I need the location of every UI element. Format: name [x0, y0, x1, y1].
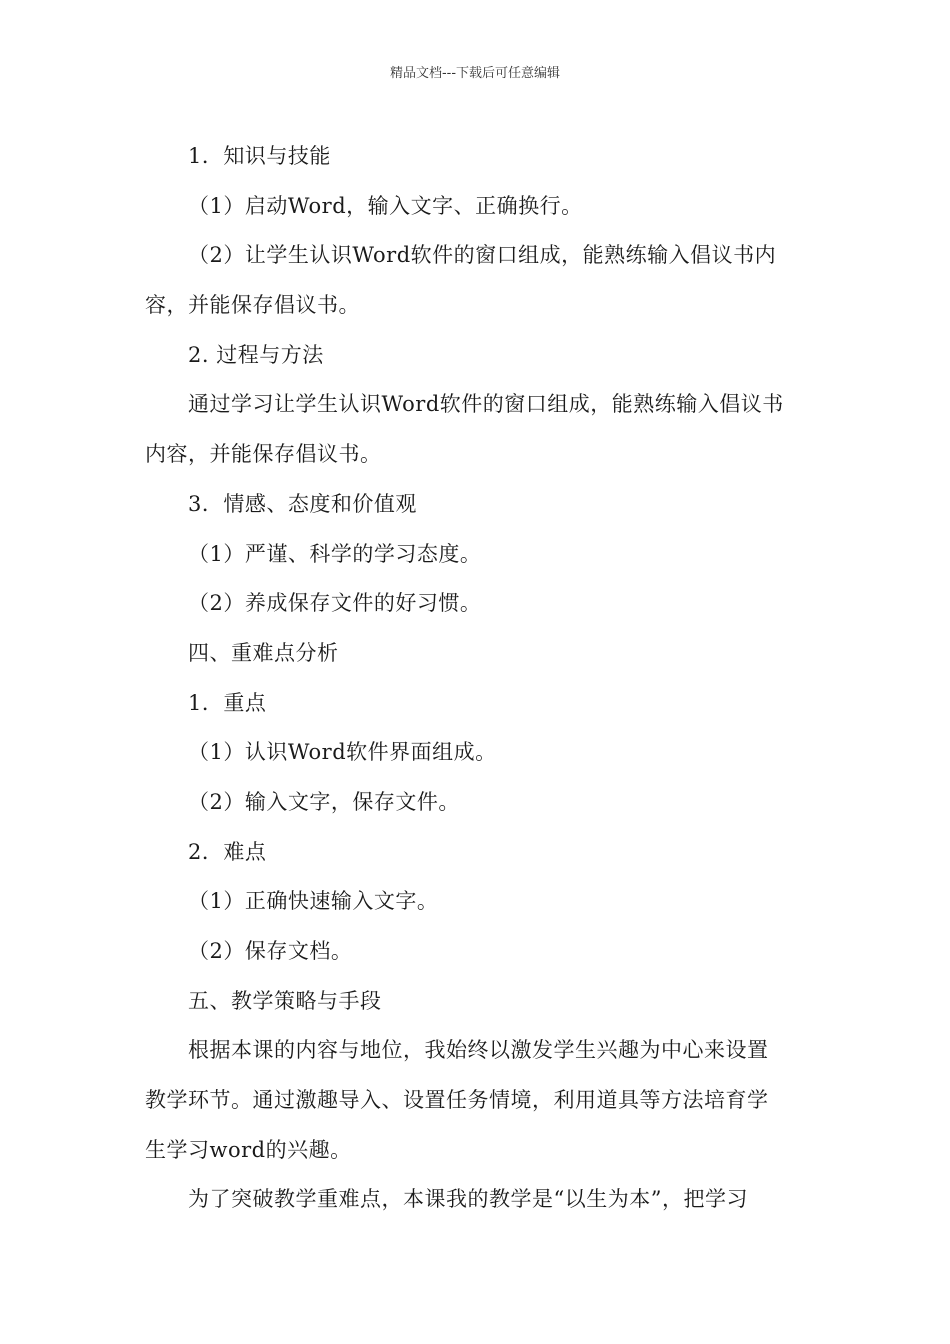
list-item-start-word: （1）启动Word，输入文字、正确换行。	[188, 193, 583, 218]
paragraph-process: 通过学习让学生认识Word软件的窗口组成，能熟练输入倡议书	[188, 392, 784, 417]
list-item-input-save: （2）输入文字，保存文件。	[188, 789, 460, 814]
document-body	[145, 132, 810, 1225]
list-item-save-habit: （2）养成保存文件的好习惯。	[188, 591, 482, 616]
list-item-fast-input: （1）正确快速输入文字。	[188, 889, 439, 914]
heading-knowledge-skills: 1．知识与技能	[188, 144, 331, 168]
paragraph-continuation: 容，并能保存倡议书。	[145, 293, 360, 318]
paragraph-continuation: 生学习word的兴趣。	[145, 1137, 352, 1162]
list-item-save-document: （2）保存文档。	[188, 939, 353, 963]
section-heading-strategy: 五、教学策略与手段	[188, 988, 382, 1013]
heading-emotion-values: 3．情感、态度和价值观	[188, 491, 417, 516]
list-item-window-parts: （2）让学生认识Word软件的窗口组成，能熟练输入倡议书内	[188, 243, 777, 268]
list-item-rigorous-attitude: （1）严谨、科学的学习态度。	[188, 541, 482, 566]
heading-difficulty: 2．难点	[188, 839, 267, 864]
list-item-interface: （1）认识Word软件界面组成。	[188, 740, 497, 765]
page-header: 精品文档---下载后可任意编辑	[389, 66, 561, 81]
section-heading-key-points: 四、重难点分析	[188, 640, 339, 665]
heading-process-method: 2. 过程与方法	[188, 342, 324, 367]
paragraph-breakthrough: 为了突破教学重难点，本课我的教学是“以生为本”，把学习	[188, 1187, 748, 1212]
paragraph-continuation: 内容，并能保存倡议书。	[145, 442, 382, 467]
paragraph-continuation: 教学环节。通过激趣导入、设置任务情境，利用道具等方法培育学	[145, 1088, 769, 1113]
heading-key-point: 1．重点	[188, 690, 267, 715]
paragraph-strategy: 根据本课的内容与地位，我始终以激发学生兴趣为中心来设置	[188, 1038, 769, 1063]
